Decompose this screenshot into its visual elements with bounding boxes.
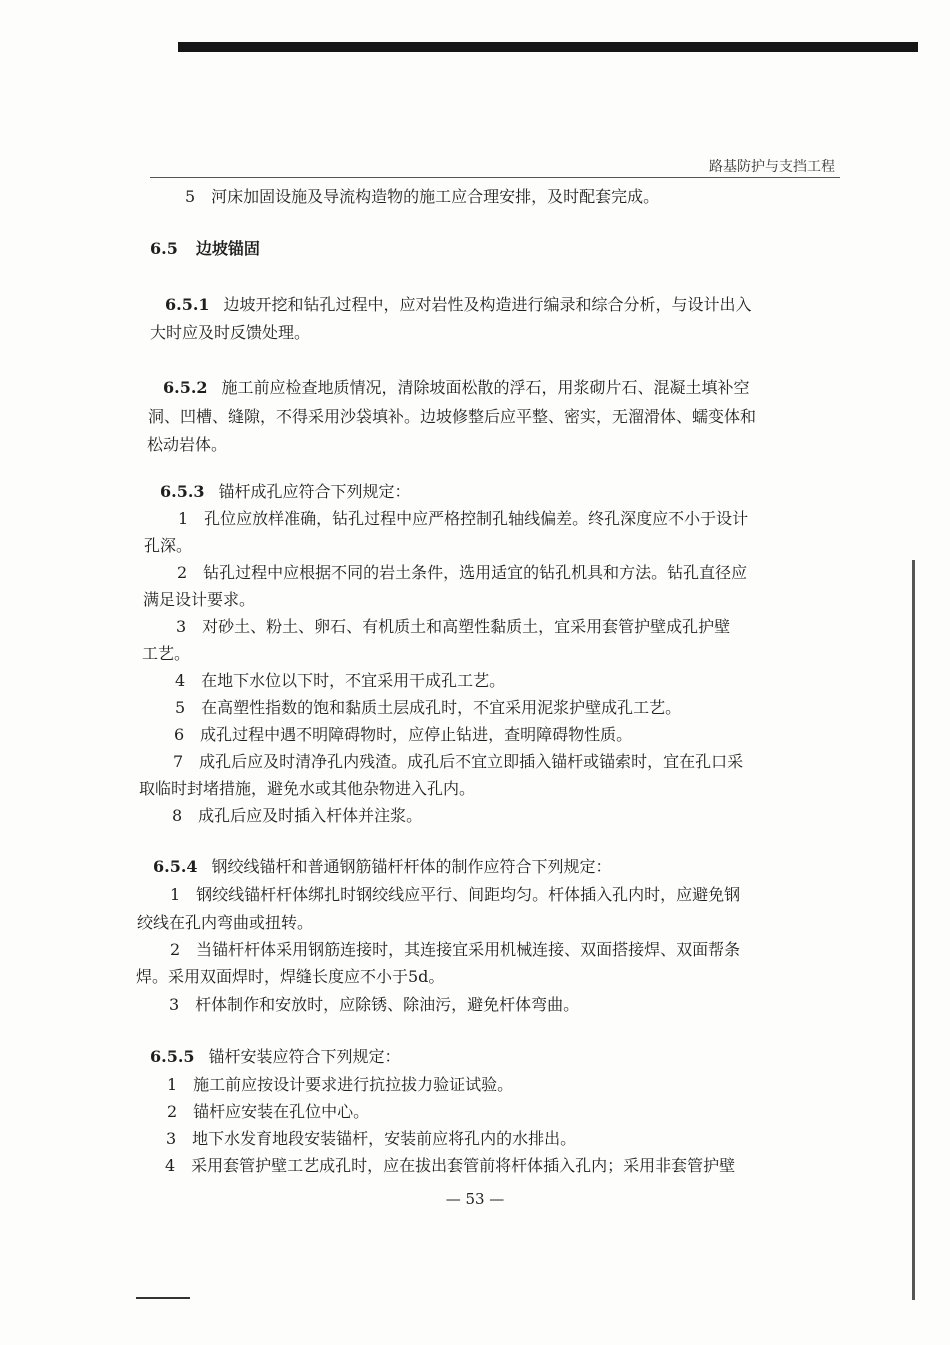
clause-6-5-5-intro: 6.5.5 锚杆安装应符合下列规定： xyxy=(150,1047,401,1066)
scan-right-edge xyxy=(912,560,915,1300)
clause-6-5-5-item-2: 2 锚杆应安装在孔位中心。 xyxy=(167,1102,370,1121)
clause-6-5-2-line-1: 6.5.2 施工前应检查地质情况，清除坡面松散的浮石，用浆砌片石、混凝土填补空 xyxy=(163,378,750,397)
clause-6-5-3-item-2b: 满足设计要求。 xyxy=(143,590,256,609)
clause-6-5-3-item-5: 5 在高塑性指数的饱和黏质土层成孔时，不宜采用泥浆护壁成孔工艺。 xyxy=(175,698,682,717)
clause-6-5-5-item-3: 3 地下水发育地段安装锚杆，安装前应将孔内的水排出。 xyxy=(166,1129,577,1148)
scan-top-edge xyxy=(178,42,918,52)
header-rule xyxy=(150,177,840,178)
clause-6-5-4-item-2b: 焊。采用双面焊时，焊缝长度应不小于5d。 xyxy=(136,967,445,986)
clause-number: 6.5.2 xyxy=(163,378,208,397)
clause-6-5-3-item-3a: 3 对砂土、粉土、卵石、有机质土和高塑性黏质土，宜采用套管护壁成孔护壁 xyxy=(176,617,731,636)
section-number: 6.5 xyxy=(150,239,178,258)
clause-number: 6.5.1 xyxy=(165,295,210,314)
clause-6-5-4-item-3: 3 杆体制作和安放时，应除锈、除油污，避免杆体弯曲。 xyxy=(169,995,580,1014)
clause-6-5-3-item-1b: 孔深。 xyxy=(144,536,193,555)
clause-6-5-3-item-6: 6 成孔过程中遇不明障碍物时，应停止钻进，查明障碍物性质。 xyxy=(174,725,633,744)
running-header: 路基防护与支挡工程 xyxy=(709,159,835,175)
clause-number: 6.5.4 xyxy=(153,857,198,876)
clause-6-5-5-item-4: 4 采用套管护壁工艺成孔时，应在拔出套管前将杆体插入孔内；采用非套管护壁 xyxy=(165,1156,736,1175)
clause-6-5-5-item-1: 1 施工前应按设计要求进行抗拉拔力验证试验。 xyxy=(167,1075,514,1094)
clause-6-5-3-item-7b: 取临时封堵措施，避免水或其他杂物进入孔内。 xyxy=(139,779,476,798)
clause-number: 6.5.3 xyxy=(160,482,205,501)
clause-6-5-4-intro: 6.5.4 钢绞线锚杆和普通钢筋锚杆杆体的制作应符合下列规定： xyxy=(153,857,612,876)
clause-6-5-1-line-1: 6.5.1 边坡开挖和钻孔过程中，应对岩性及构造进行编录和综合分析，与设计出入 xyxy=(165,295,752,314)
clause-6-5-2-line-3: 松动岩体。 xyxy=(147,435,228,454)
clause-6-5-3-item-7a: 7 成孔后应及时清净孔内残渣。成孔后不宜立即插入锚杆或锚索时，宜在孔口采 xyxy=(173,752,744,771)
clause-6-5-4-item-1a: 1 钢绞线锚杆杆体绑扎时钢绞线应平行、间距均匀。杆体插入孔内时，应避免钢 xyxy=(170,885,741,904)
clause-6-5-3-item-3b: 工艺。 xyxy=(142,644,191,663)
clause-6-5-3-item-1a: 1 孔位应放样准确，钻孔过程中应严格控制孔轴线偏差。终孔深度应不小于设计 xyxy=(178,509,749,528)
clause-number: 6.5.5 xyxy=(150,1047,195,1066)
section-title: 边坡锚固 xyxy=(195,239,260,258)
clause-6-5-3-intro: 6.5.3 锚杆成孔应符合下列规定： xyxy=(160,482,411,501)
clause-6-5-3-item-2a: 2 钻孔过程中应根据不同的岩土条件，选用适宜的钻孔机具和方法。钻孔直径应 xyxy=(177,563,748,582)
clause-6-5-2-line-2: 洞、凹槽、缝隙，不得采用沙袋填补。边坡修整后应平整、密实，无溜滑体、蠕变体和 xyxy=(148,407,757,426)
clause-6-5-1-line-2: 大时应及时反馈处理。 xyxy=(150,323,311,342)
item-5-prev: 5 河床加固设施及导流构造物的施工应合理安排，及时配套完成。 xyxy=(185,187,660,206)
section-heading xyxy=(150,238,260,260)
scan-bottom-mark xyxy=(136,1297,190,1299)
clause-6-5-3-item-8: 8 成孔后应及时插入杆体并注浆。 xyxy=(172,806,423,825)
clause-6-5-4-item-1b: 绞线在孔内弯曲或扭转。 xyxy=(137,913,314,932)
clause-6-5-3-item-4: 4 在地下水位以下时，不宜采用干成孔工艺。 xyxy=(175,671,506,690)
page-number: — 53 — xyxy=(445,1190,505,1208)
clause-6-5-4-item-2a: 2 当锚杆杆体采用钢筋连接时，其连接宜采用机械连接、双面搭接焊、双面帮条 xyxy=(170,940,741,959)
